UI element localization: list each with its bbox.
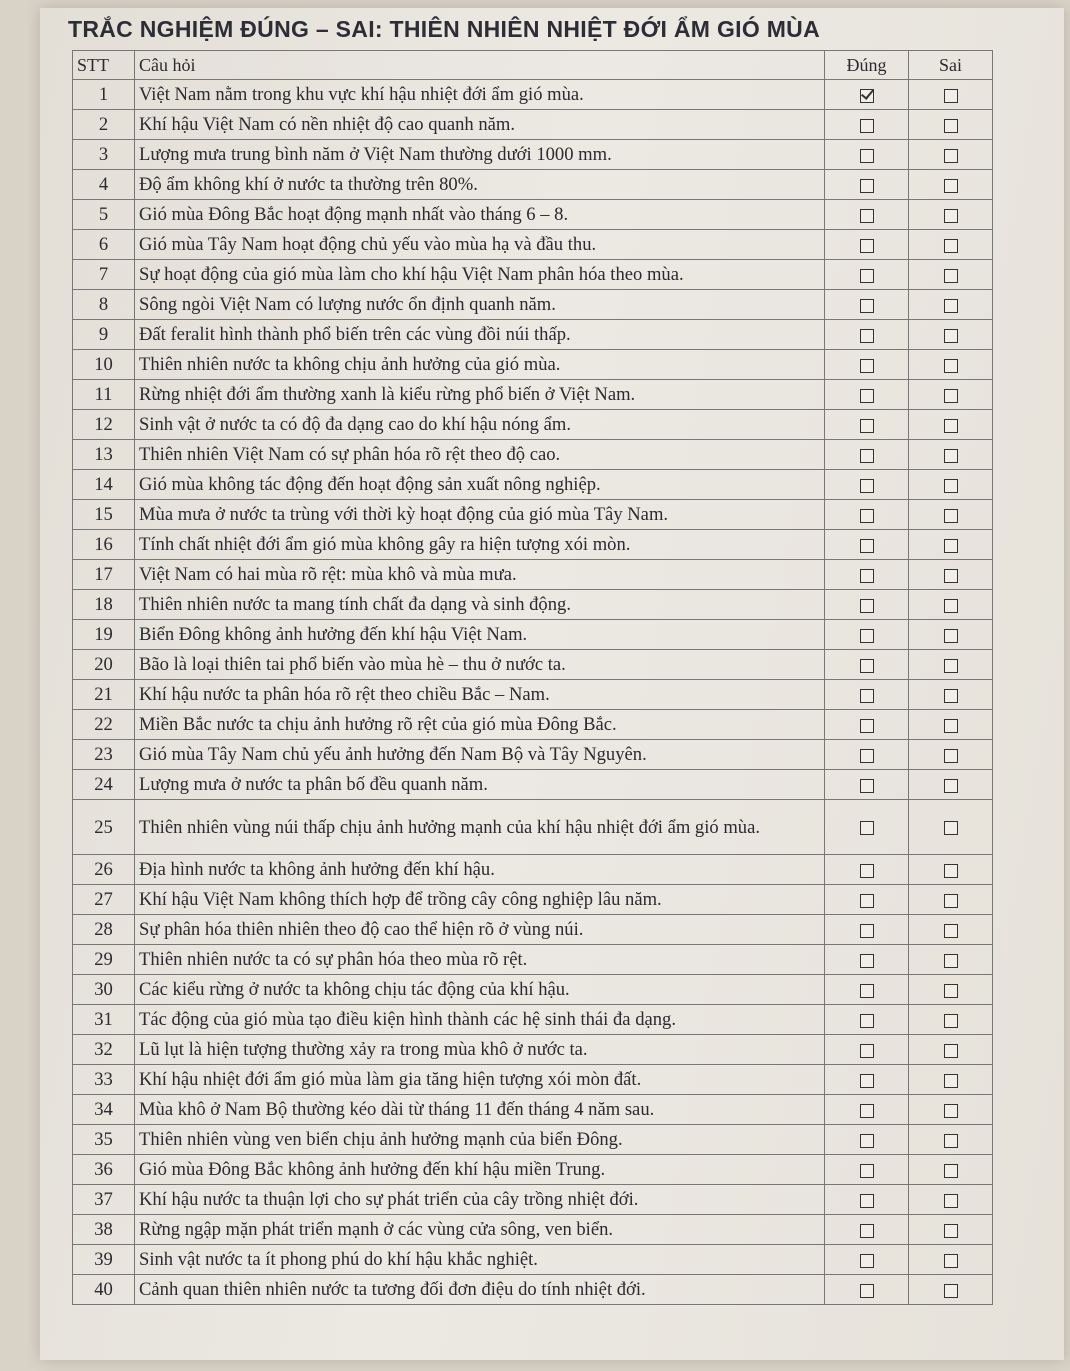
question-number: 13 [73,440,135,470]
true-cell [825,200,909,230]
true-cell [825,1065,909,1095]
false-checkbox[interactable] [944,629,958,643]
question-number: 3 [73,140,135,170]
true-cell [825,470,909,500]
table-row [73,1275,993,1305]
false-cell [909,620,993,650]
question-text: Sinh vật ở nước ta có độ đa dạng cao do khí hậu nóng ẩm. [135,410,825,440]
true-cell [825,500,909,530]
question-number: 2 [73,110,135,140]
question-text: Gió mùa Đông Bắc không ảnh hưởng đến khí hậu miền Trung. [135,1155,825,1185]
question-number: 6 [73,230,135,260]
false-cell [909,170,993,200]
question-number: 1 [73,80,135,110]
question-number: 22 [73,710,135,740]
table-row [73,410,993,440]
question-text: Miền Bắc nước ta chịu ảnh hưởng rõ rệt của gió mùa Đông Bắc. [135,710,825,740]
false-checkbox[interactable] [944,1224,958,1238]
false-cell [909,200,993,230]
false-cell [909,945,993,975]
true-cell [825,1185,909,1215]
true-checkbox[interactable] [860,1074,874,1088]
false-cell [909,440,993,470]
table-row [73,290,993,320]
true-checkbox[interactable] [860,1224,874,1238]
false-checkbox[interactable] [944,239,958,253]
table-row [73,1095,993,1125]
true-checkbox[interactable] [860,659,874,673]
false-cell [909,290,993,320]
question-text: Rừng nhiệt đới ẩm thường xanh là kiểu rừng phổ biến ở Việt Nam. [135,380,825,410]
true-checkbox[interactable] [860,89,874,103]
question-text: Gió mùa Đông Bắc hoạt động mạnh nhất vào tháng 6 – 8. [135,200,825,230]
false-checkbox[interactable] [944,509,958,523]
false-cell [909,110,993,140]
false-checkbox[interactable] [944,689,958,703]
table-row [73,885,993,915]
true-checkbox[interactable] [860,419,874,433]
true-checkbox[interactable] [860,119,874,133]
true-checkbox[interactable] [860,239,874,253]
question-text: Thiên nhiên vùng ven biển chịu ảnh hưởng mạnh của biển Đông. [135,1125,825,1155]
false-checkbox[interactable] [944,599,958,613]
false-cell [909,140,993,170]
header-question: Câu hỏi [135,51,825,80]
true-checkbox[interactable] [860,894,874,908]
page-title: TRẮC NGHIỆM ĐÚNG – SAI: THIÊN NHIÊN NHIỆT ĐỚI ẨM GIÓ MÙA [68,16,820,42]
table-row [73,740,993,770]
false-checkbox[interactable] [944,894,958,908]
false-checkbox[interactable] [944,1134,958,1148]
false-cell [909,1005,993,1035]
false-cell [909,650,993,680]
true-checkbox[interactable] [860,1254,874,1268]
table-row [73,380,993,410]
false-checkbox[interactable] [944,1074,958,1088]
table-row [73,110,993,140]
table-row [73,975,993,1005]
false-checkbox[interactable] [944,389,958,403]
table-row [73,1185,993,1215]
true-checkbox[interactable] [860,569,874,583]
true-cell [825,620,909,650]
true-cell [825,80,909,110]
false-checkbox[interactable] [944,659,958,673]
question-number: 18 [73,590,135,620]
false-checkbox[interactable] [944,1194,958,1208]
question-number: 10 [73,350,135,380]
question-text: Khí hậu nhiệt đới ẩm gió mùa làm gia tăng hiện tượng xói mòn đất. [135,1065,825,1095]
true-cell [825,945,909,975]
question-text: Khí hậu nước ta phân hóa rõ rệt theo chiều Bắc – Nam. [135,680,825,710]
true-checkbox[interactable] [860,449,874,463]
question-text: Lũ lụt là hiện tượng thường xảy ra trong mùa khô ở nước ta. [135,1035,825,1065]
false-cell [909,1065,993,1095]
true-checkbox[interactable] [860,864,874,878]
false-cell [909,590,993,620]
true-cell [825,650,909,680]
question-text: Sông ngòi Việt Nam có lượng nước ổn định quanh năm. [135,290,825,320]
true-checkbox[interactable] [860,479,874,493]
question-text: Các kiểu rừng ở nước ta không chịu tác động của khí hậu. [135,975,825,1005]
false-cell [909,1035,993,1065]
false-cell [909,1125,993,1155]
true-cell [825,1095,909,1125]
false-cell [909,680,993,710]
question-number: 28 [73,915,135,945]
false-checkbox[interactable] [944,479,958,493]
true-cell [825,380,909,410]
true-cell [825,1005,909,1035]
false-cell [909,380,993,410]
question-number: 37 [73,1185,135,1215]
question-text: Thiên nhiên nước ta có sự phân hóa theo mùa rõ rệt. [135,945,825,975]
true-checkbox[interactable] [860,359,874,373]
question-number: 35 [73,1125,135,1155]
question-text: Khí hậu Việt Nam không thích hợp để trồng cây công nghiệp lâu năm. [135,885,825,915]
true-checkbox[interactable] [860,539,874,553]
true-cell [825,680,909,710]
false-checkbox[interactable] [944,419,958,433]
question-number: 40 [73,1275,135,1305]
question-number: 17 [73,560,135,590]
question-text: Thiên nhiên Việt Nam có sự phân hóa rõ rệt theo độ cao. [135,440,825,470]
true-checkbox[interactable] [860,329,874,343]
false-cell [909,1185,993,1215]
true-cell [825,915,909,945]
question-text: Lượng mưa ở nước ta phân bố đều quanh năm. [135,770,825,800]
true-cell [825,560,909,590]
false-cell [909,320,993,350]
false-checkbox[interactable] [944,779,958,793]
true-checkbox[interactable] [860,1194,874,1208]
table-row [73,170,993,200]
false-checkbox[interactable] [944,1044,958,1058]
true-cell [825,740,909,770]
false-checkbox[interactable] [944,1104,958,1118]
table-row [73,710,993,740]
quiz-table [72,50,993,1305]
false-cell [909,80,993,110]
true-checkbox[interactable] [860,389,874,403]
true-checkbox[interactable] [860,689,874,703]
quiz-body [73,80,993,1305]
false-checkbox[interactable] [944,749,958,763]
question-number: 14 [73,470,135,500]
false-cell [909,1215,993,1245]
table-row [73,800,993,855]
question-number: 16 [73,530,135,560]
question-number: 12 [73,410,135,440]
question-text: Tính chất nhiệt đới ẩm gió mùa không gây ra hiện tượng xói mòn. [135,530,825,560]
true-cell [825,110,909,140]
table-row [73,80,993,110]
false-checkbox[interactable] [944,954,958,968]
true-cell [825,975,909,1005]
false-checkbox[interactable] [944,149,958,163]
false-cell [909,1095,993,1125]
question-text: Rừng ngập mặn phát triển mạnh ở các vùng cửa sông, ven biển. [135,1215,825,1245]
question-number: 27 [73,885,135,915]
question-number: 30 [73,975,135,1005]
table-row [73,1005,993,1035]
question-text: Lượng mưa trung bình năm ở Việt Nam thường dưới 1000 mm. [135,140,825,170]
table-row [73,680,993,710]
question-number: 34 [73,1095,135,1125]
true-cell [825,885,909,915]
question-text: Tác động của gió mùa tạo điều kiện hình thành các hệ sinh thái đa dạng. [135,1005,825,1035]
question-number: 32 [73,1035,135,1065]
true-checkbox[interactable] [860,1134,874,1148]
false-cell [909,470,993,500]
table-row [73,530,993,560]
true-cell [825,800,909,855]
true-cell [825,230,909,260]
true-checkbox[interactable] [860,1044,874,1058]
question-number: 26 [73,855,135,885]
true-checkbox[interactable] [860,954,874,968]
question-text: Cảnh quan thiên nhiên nước ta tương đối đơn điệu do tính nhiệt đới. [135,1275,825,1305]
false-checkbox[interactable] [944,119,958,133]
false-cell [909,230,993,260]
true-cell [825,590,909,620]
header-stt: STT [73,51,135,80]
table-row [73,945,993,975]
false-cell [909,915,993,945]
question-number: 4 [73,170,135,200]
true-checkbox[interactable] [860,509,874,523]
question-text: Địa hình nước ta không ảnh hưởng đến khí hậu. [135,855,825,885]
true-cell [825,710,909,740]
true-cell [825,350,909,380]
question-text: Thiên nhiên vùng núi thấp chịu ảnh hưởng mạnh của khí hậu nhiệt đới ẩm gió mùa. [135,800,825,855]
false-cell [909,800,993,855]
false-cell [909,975,993,1005]
false-checkbox[interactable] [944,179,958,193]
false-cell [909,1245,993,1275]
question-text: Việt Nam nằm trong khu vực khí hậu nhiệt đới ẩm gió mùa. [135,80,825,110]
question-text: Mùa mưa ở nước ta trùng với thời kỳ hoạt động của gió mùa Tây Nam. [135,500,825,530]
true-checkbox[interactable] [860,719,874,733]
false-cell [909,710,993,740]
question-number: 7 [73,260,135,290]
false-checkbox[interactable] [944,359,958,373]
false-checkbox[interactable] [944,539,958,553]
false-checkbox[interactable] [944,1284,958,1298]
table-row [73,770,993,800]
table-row [73,650,993,680]
table-row [73,1155,993,1185]
false-checkbox[interactable] [944,449,958,463]
true-checkbox[interactable] [860,599,874,613]
question-number: 24 [73,770,135,800]
question-number: 20 [73,650,135,680]
true-cell [825,530,909,560]
question-number: 21 [73,680,135,710]
true-checkbox[interactable] [860,1014,874,1028]
true-checkbox[interactable] [860,179,874,193]
question-text: Khí hậu nước ta thuận lợi cho sự phát triển của cây trồng nhiệt đới. [135,1185,825,1215]
table-row [73,620,993,650]
true-cell [825,140,909,170]
question-number: 31 [73,1005,135,1035]
header-true: Đúng [825,51,909,80]
false-checkbox[interactable] [944,269,958,283]
false-cell [909,500,993,530]
true-checkbox[interactable] [860,984,874,998]
table-row [73,915,993,945]
table-row [73,320,993,350]
header-false: Sai [909,51,993,80]
false-cell [909,855,993,885]
true-cell [825,1275,909,1305]
table-row [73,1065,993,1095]
question-number: 36 [73,1155,135,1185]
question-number: 25 [73,800,135,855]
question-number: 8 [73,290,135,320]
question-number: 38 [73,1215,135,1245]
false-checkbox[interactable] [944,89,958,103]
table-row [73,500,993,530]
table-row [73,590,993,620]
false-checkbox[interactable] [944,924,958,938]
false-cell [909,260,993,290]
true-cell [825,1125,909,1155]
question-text: Sinh vật nước ta ít phong phú do khí hậu khắc nghiệt. [135,1245,825,1275]
question-text: Việt Nam có hai mùa rõ rệt: mùa khô và mùa mưa. [135,560,825,590]
question-text: Thiên nhiên nước ta mang tính chất đa dạng và sinh động. [135,590,825,620]
true-cell [825,1245,909,1275]
true-cell [825,440,909,470]
true-cell [825,410,909,440]
false-cell [909,560,993,590]
true-cell [825,1035,909,1065]
table-row [73,1035,993,1065]
question-text: Độ ẩm không khí ở nước ta thường trên 80%. [135,170,825,200]
true-checkbox[interactable] [860,1164,874,1178]
false-checkbox[interactable] [944,209,958,223]
question-text: Sự phân hóa thiên nhiên theo độ cao thể hiện rõ ở vùng núi. [135,915,825,945]
false-checkbox[interactable] [944,569,958,583]
question-number: 9 [73,320,135,350]
true-cell [825,855,909,885]
false-checkbox[interactable] [944,821,958,835]
table-row [73,230,993,260]
question-text: Biển Đông không ảnh hưởng đến khí hậu Việt Nam. [135,620,825,650]
question-text: Đất feralit hình thành phổ biến trên các vùng đồi núi thấp. [135,320,825,350]
false-checkbox[interactable] [944,299,958,313]
true-checkbox[interactable] [860,821,874,835]
true-checkbox[interactable] [860,149,874,163]
true-cell [825,260,909,290]
question-number: 5 [73,200,135,230]
false-cell [909,1275,993,1305]
false-checkbox[interactable] [944,1014,958,1028]
question-number: 39 [73,1245,135,1275]
true-checkbox[interactable] [860,749,874,763]
table-row [73,200,993,230]
false-checkbox[interactable] [944,984,958,998]
true-cell [825,1155,909,1185]
true-checkbox[interactable] [860,209,874,223]
false-cell [909,410,993,440]
false-cell [909,530,993,560]
question-text: Gió mùa không tác động đến hoạt động sản xuất nông nghiệp. [135,470,825,500]
true-cell [825,320,909,350]
false-checkbox[interactable] [944,329,958,343]
table-row [73,470,993,500]
question-number: 11 [73,380,135,410]
question-text: Thiên nhiên nước ta không chịu ảnh hưởng của gió mùa. [135,350,825,380]
question-number: 33 [73,1065,135,1095]
question-number: 15 [73,500,135,530]
false-checkbox[interactable] [944,1254,958,1268]
true-checkbox[interactable] [860,1104,874,1118]
false-cell [909,770,993,800]
table-row [73,1245,993,1275]
false-checkbox[interactable] [944,864,958,878]
false-cell [909,1155,993,1185]
false-cell [909,740,993,770]
true-cell [825,1215,909,1245]
false-cell [909,885,993,915]
table-header-row [73,51,993,80]
table-row [73,1125,993,1155]
true-checkbox[interactable] [860,924,874,938]
true-checkbox[interactable] [860,779,874,793]
true-checkbox[interactable] [860,299,874,313]
table-row [73,855,993,885]
table-row [73,260,993,290]
question-text: Gió mùa Tây Nam chủ yếu ảnh hưởng đến Nam Bộ và Tây Nguyên. [135,740,825,770]
table-row [73,440,993,470]
table-row [73,140,993,170]
true-checkbox[interactable] [860,629,874,643]
true-cell [825,290,909,320]
question-number: 23 [73,740,135,770]
true-cell [825,170,909,200]
question-number: 19 [73,620,135,650]
true-checkbox[interactable] [860,1284,874,1298]
false-cell [909,350,993,380]
true-cell [825,770,909,800]
question-text: Gió mùa Tây Nam hoạt động chủ yếu vào mùa hạ và đầu thu. [135,230,825,260]
false-checkbox[interactable] [944,1164,958,1178]
question-number: 29 [73,945,135,975]
table-row [73,1215,993,1245]
question-text: Mùa khô ở Nam Bộ thường kéo dài từ tháng 11 đến tháng 4 năm sau. [135,1095,825,1125]
question-text: Sự hoạt động của gió mùa làm cho khí hậu Việt Nam phân hóa theo mùa. [135,260,825,290]
question-text: Bão là loại thiên tai phổ biến vào mùa hè – thu ở nước ta. [135,650,825,680]
table-row [73,350,993,380]
table-row [73,560,993,590]
question-text: Khí hậu Việt Nam có nền nhiệt độ cao quanh năm. [135,110,825,140]
true-checkbox[interactable] [860,269,874,283]
false-checkbox[interactable] [944,719,958,733]
